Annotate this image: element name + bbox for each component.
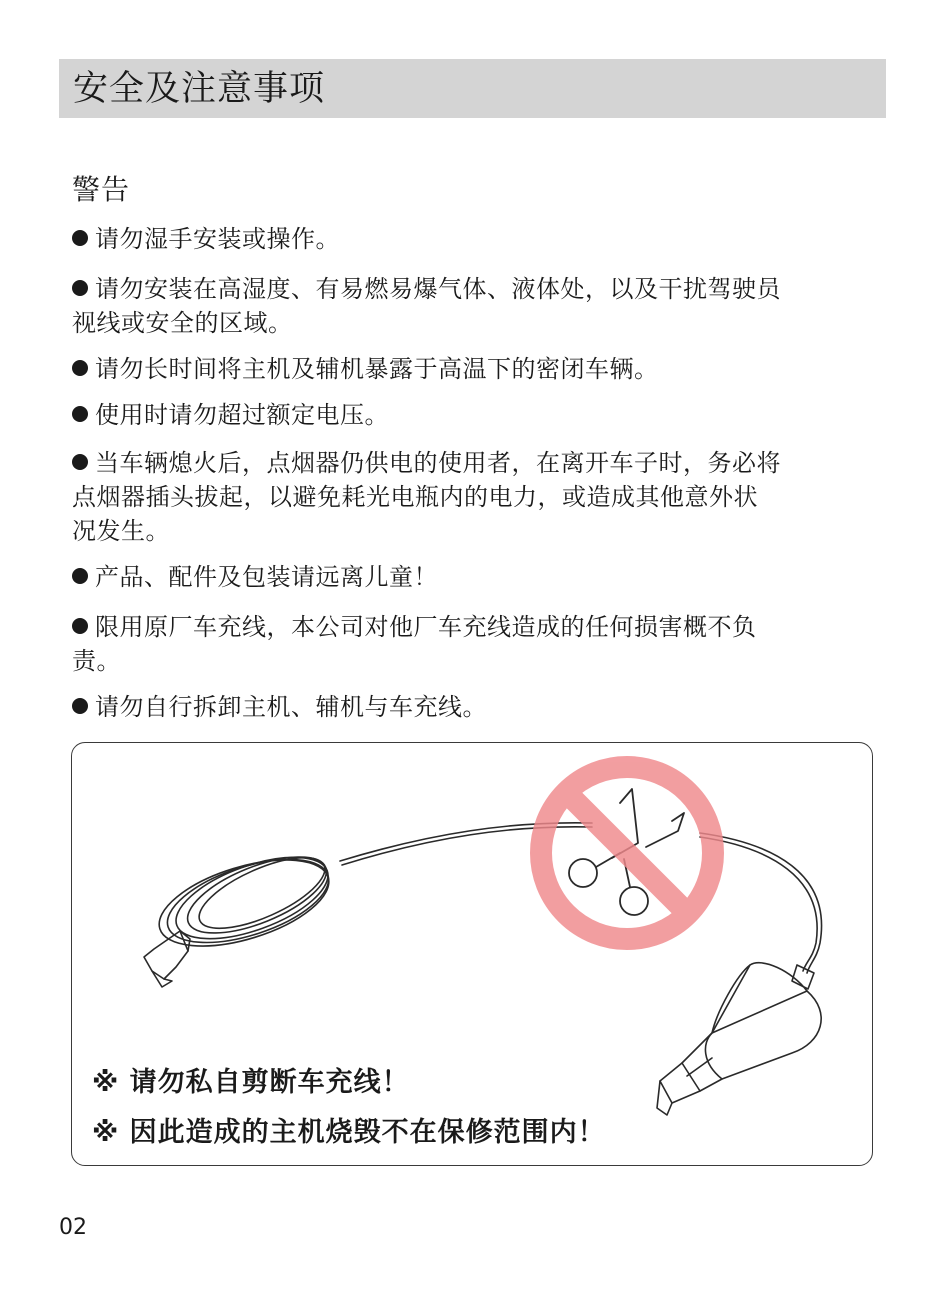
bullet-icon <box>72 618 88 634</box>
section-header-bar <box>59 59 886 118</box>
warning-text: 请勿自行拆卸主机、辅机与车充线。 <box>95 693 487 721</box>
bullet-icon <box>72 230 88 246</box>
warning-text: 产品、配件及包装请远离儿童！ <box>95 563 438 591</box>
bullet-icon <box>72 360 88 376</box>
warning-item <box>72 222 872 256</box>
cable-warning-figure <box>71 742 873 1166</box>
warning-text: 请勿湿手安装或操作。 <box>95 225 340 253</box>
page-number: 02 <box>59 1215 87 1240</box>
warning-text: 使用时请勿超过额定电压。 <box>95 401 389 429</box>
warning-item <box>72 690 872 724</box>
warning-text: 请勿长时间将主机及辅机暴露于高温下的密闭车辆。 <box>95 355 659 383</box>
page-title: 安全及注意事项 <box>73 69 326 109</box>
warning-item <box>72 560 872 594</box>
warning-text: 当车辆熄火后，点烟器仍供电的使用者，在离开车子时，务必将 点烟器插头拔起，以避免耗光电瓶内的电力，或造成其他意外状 况发生。 <box>72 449 781 545</box>
warning-text: 限用原厂车充线，本公司对他厂车充线造成的任何损害概不负 责。 <box>72 613 757 675</box>
warning-item <box>72 610 872 678</box>
notice-warranty-void: ※ 因此造成的主机烧毁不在保修范围内！ <box>92 1117 606 1148</box>
notice-do-not-cut: ※ 请勿私自剪断车充线！ <box>92 1067 410 1098</box>
warning-heading: 警告 <box>72 173 131 206</box>
bullet-icon <box>72 406 88 422</box>
warning-text: 请勿安装在高湿度、有易燃易爆气体、液体处，以及干扰驾驶员 视线或安全的区域。 <box>72 275 781 337</box>
bullet-icon <box>72 698 88 714</box>
warning-item <box>72 398 872 432</box>
bullet-icon <box>72 568 88 584</box>
warning-item <box>72 272 872 340</box>
warning-item <box>72 446 872 548</box>
bullet-icon <box>72 454 88 470</box>
bullet-icon <box>72 280 88 296</box>
car-charger-illustration <box>72 743 872 1165</box>
warning-item <box>72 352 872 386</box>
